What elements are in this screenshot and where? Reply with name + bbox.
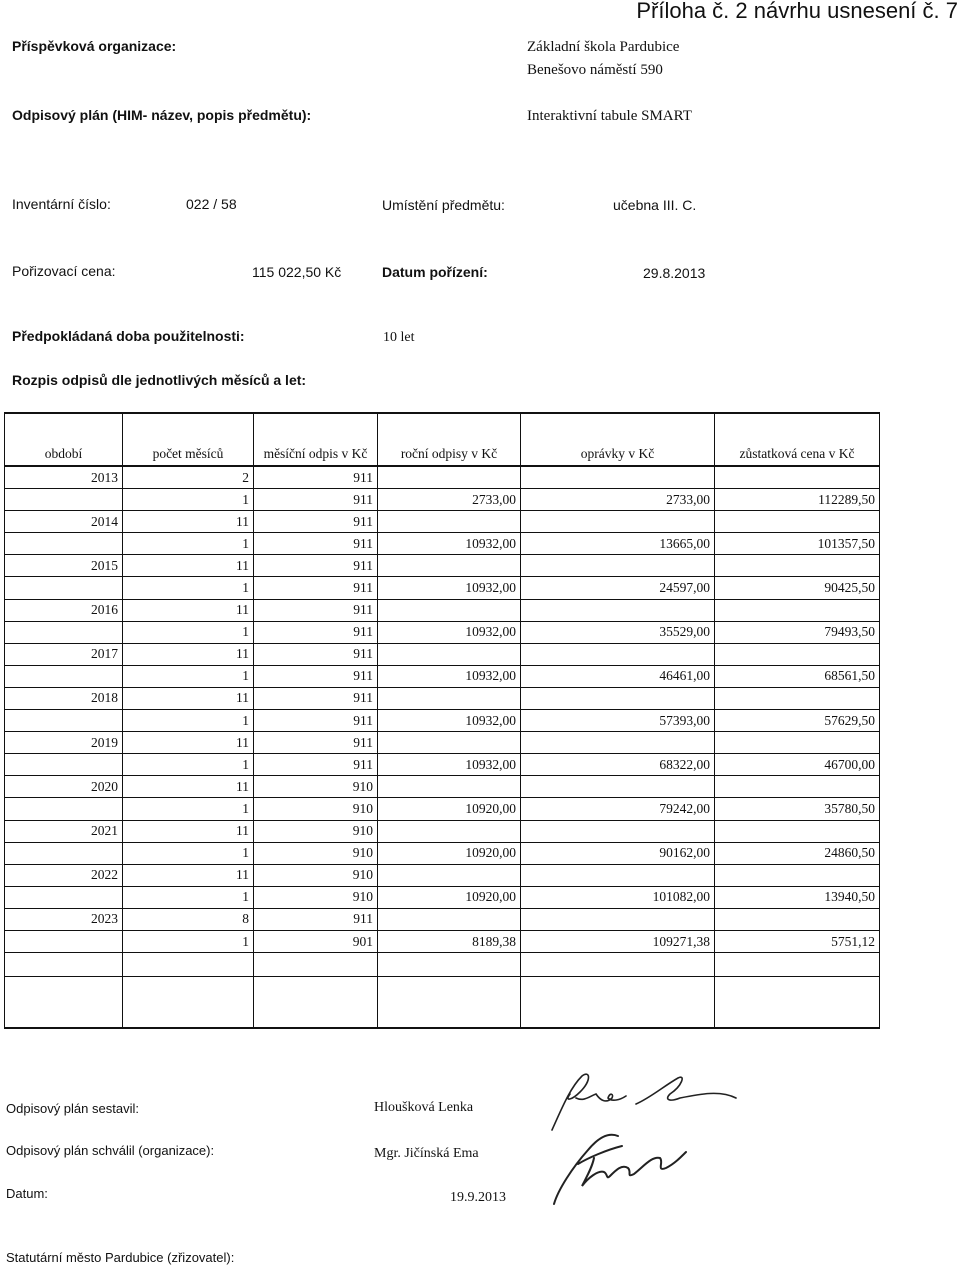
attachment-note: Příloha č. 2 návrhu usnesení č. 7 xyxy=(636,0,958,23)
cell-residual xyxy=(715,864,880,886)
cell-monthly: 911 xyxy=(254,908,378,930)
cell-yearly xyxy=(378,599,521,621)
cell-accumulated xyxy=(521,776,715,798)
cell-yearly xyxy=(378,732,521,754)
plan-label: Odpisový plán (HIM- název, popis předmětu): xyxy=(12,107,312,123)
cell-months: 11 xyxy=(123,820,254,842)
cell-period: 2018 xyxy=(5,687,123,709)
cell-yearly xyxy=(378,908,521,930)
table-row xyxy=(5,643,880,665)
cell-residual xyxy=(715,776,880,798)
founder-label: Statutární město Pardubice (zřizovatel): xyxy=(6,1250,235,1265)
cell-period xyxy=(5,930,123,952)
table-row xyxy=(5,621,880,643)
col-header-period: období xyxy=(5,413,123,466)
table-row xyxy=(5,908,880,930)
cell-accumulated: 2733,00 xyxy=(521,489,715,511)
cell-monthly: 910 xyxy=(254,820,378,842)
cell-monthly: 911 xyxy=(254,489,378,511)
cell-empty xyxy=(254,977,378,1029)
cell-accumulated: 109271,38 xyxy=(521,930,715,952)
date-label: Datum: xyxy=(6,1186,48,1201)
col-header-residual: zůstatková cena v Kč xyxy=(715,413,880,466)
cell-yearly: 2733,00 xyxy=(378,489,521,511)
cell-residual: 24860,50 xyxy=(715,842,880,864)
cell-accumulated: 68322,00 xyxy=(521,754,715,776)
cell-accumulated xyxy=(521,820,715,842)
cell-months: 11 xyxy=(123,687,254,709)
breakdown-title: Rozpis odpisů dle jednotlivých měsíců a let: xyxy=(12,372,307,388)
cell-yearly: 10932,00 xyxy=(378,665,521,687)
table-row xyxy=(5,820,880,842)
cell-accumulated xyxy=(521,599,715,621)
cell-months: 1 xyxy=(123,754,254,776)
table-header-row xyxy=(5,413,880,466)
cell-empty xyxy=(378,977,521,1029)
empty-row xyxy=(5,977,880,1029)
cell-empty xyxy=(123,977,254,1029)
cell-residual: 5751,12 xyxy=(715,930,880,952)
cell-period xyxy=(5,886,123,908)
lifetime-label: Předpokládaná doba použitelnosti: xyxy=(12,328,245,344)
cell-empty xyxy=(5,977,123,1029)
cell-accumulated xyxy=(521,555,715,577)
cell-period xyxy=(5,621,123,643)
table-row xyxy=(5,665,880,687)
cell-empty xyxy=(521,977,715,1029)
cell-months: 8 xyxy=(123,908,254,930)
table-row xyxy=(5,732,880,754)
cell-accumulated: 13665,00 xyxy=(521,533,715,555)
cell-monthly: 911 xyxy=(254,599,378,621)
prepared-by: Hloušková Lenka xyxy=(374,1100,474,1115)
table-row xyxy=(5,555,880,577)
cell-empty xyxy=(254,953,378,977)
organization-name: Základní škola Pardubice xyxy=(527,39,680,55)
cell-residual: 68561,50 xyxy=(715,665,880,687)
cell-yearly: 10932,00 xyxy=(378,754,521,776)
cell-residual xyxy=(715,908,880,930)
cell-accumulated xyxy=(521,643,715,665)
cell-residual: 112289,50 xyxy=(715,489,880,511)
cell-period xyxy=(5,710,123,732)
table-row xyxy=(5,930,880,952)
prepared-label: Odpisový plán sestavil: xyxy=(6,1101,139,1116)
table-row xyxy=(5,886,880,908)
cell-residual: 46700,00 xyxy=(715,754,880,776)
cell-period xyxy=(5,533,123,555)
cell-months: 1 xyxy=(123,930,254,952)
cell-accumulated: 57393,00 xyxy=(521,710,715,732)
cell-monthly: 911 xyxy=(254,621,378,643)
cell-residual: 13940,50 xyxy=(715,886,880,908)
cell-accumulated: 101082,00 xyxy=(521,886,715,908)
cell-monthly: 911 xyxy=(254,643,378,665)
cell-residual xyxy=(715,687,880,709)
inventory-label: Inventární číslo: xyxy=(12,196,111,212)
cell-period xyxy=(5,665,123,687)
plan-value: Interaktivní tabule SMART xyxy=(527,108,692,124)
cell-monthly: 911 xyxy=(254,466,378,489)
cell-months: 11 xyxy=(123,599,254,621)
cell-period: 2020 xyxy=(5,776,123,798)
table-row xyxy=(5,577,880,599)
approved-by: Mgr. Jičínská Ema xyxy=(374,1146,479,1161)
table-row xyxy=(5,489,880,511)
cell-months: 1 xyxy=(123,886,254,908)
cell-monthly: 911 xyxy=(254,555,378,577)
price-label: Pořizovací cena: xyxy=(12,263,116,279)
inventory-value: 022 / 58 xyxy=(186,196,237,212)
cell-period: 2017 xyxy=(5,643,123,665)
cell-yearly: 10932,00 xyxy=(378,621,521,643)
acquired-value: 29.8.2013 xyxy=(643,265,706,281)
cell-yearly: 10920,00 xyxy=(378,798,521,820)
organization-address: Benešovo náměstí 590 xyxy=(527,62,663,78)
cell-accumulated: 35529,00 xyxy=(521,621,715,643)
table-row xyxy=(5,842,880,864)
cell-period: 2019 xyxy=(5,732,123,754)
cell-yearly: 10932,00 xyxy=(378,710,521,732)
signature-approver xyxy=(548,1128,708,1210)
cell-accumulated xyxy=(521,732,715,754)
cell-yearly xyxy=(378,555,521,577)
cell-yearly xyxy=(378,687,521,709)
depreciation-table xyxy=(4,412,880,1029)
cell-accumulated: 46461,00 xyxy=(521,665,715,687)
cell-yearly: 10932,00 xyxy=(378,577,521,599)
cell-monthly: 911 xyxy=(254,754,378,776)
cell-months: 1 xyxy=(123,621,254,643)
organization-label: Příspěvková organizace: xyxy=(12,38,177,54)
cell-period: 2023 xyxy=(5,908,123,930)
col-header-accumulated: oprávky v Kč xyxy=(521,413,715,466)
cell-period: 2013 xyxy=(5,466,123,489)
cell-period xyxy=(5,798,123,820)
table-row xyxy=(5,864,880,886)
cell-yearly: 10920,00 xyxy=(378,842,521,864)
cell-monthly: 911 xyxy=(254,533,378,555)
empty-row xyxy=(5,953,880,977)
cell-residual xyxy=(715,820,880,842)
cell-accumulated xyxy=(521,687,715,709)
cell-empty xyxy=(378,953,521,977)
cell-monthly: 910 xyxy=(254,864,378,886)
table-row xyxy=(5,533,880,555)
table-row xyxy=(5,511,880,533)
cell-yearly xyxy=(378,864,521,886)
cell-period: 2021 xyxy=(5,820,123,842)
cell-empty xyxy=(521,953,715,977)
cell-accumulated: 24597,00 xyxy=(521,577,715,599)
cell-yearly xyxy=(378,820,521,842)
cell-accumulated: 90162,00 xyxy=(521,842,715,864)
cell-monthly: 911 xyxy=(254,665,378,687)
cell-yearly: 10920,00 xyxy=(378,886,521,908)
cell-empty xyxy=(715,953,880,977)
approved-label: Odpisový plán schválil (organizace): xyxy=(6,1143,215,1158)
cell-monthly: 911 xyxy=(254,511,378,533)
cell-empty xyxy=(5,953,123,977)
cell-months: 2 xyxy=(123,466,254,489)
cell-yearly: 8189,38 xyxy=(378,930,521,952)
lifetime-value: 10 let xyxy=(383,330,415,345)
table-row xyxy=(5,798,880,820)
cell-residual xyxy=(715,643,880,665)
cell-empty xyxy=(123,953,254,977)
cell-period xyxy=(5,489,123,511)
cell-months: 11 xyxy=(123,643,254,665)
cell-months: 11 xyxy=(123,732,254,754)
cell-months: 1 xyxy=(123,842,254,864)
cell-months: 11 xyxy=(123,555,254,577)
cell-monthly: 910 xyxy=(254,798,378,820)
cell-residual xyxy=(715,599,880,621)
cell-period xyxy=(5,842,123,864)
cell-period xyxy=(5,754,123,776)
cell-months: 1 xyxy=(123,798,254,820)
cell-months: 1 xyxy=(123,665,254,687)
acquired-label: Datum pořízení: xyxy=(382,264,488,280)
cell-empty xyxy=(715,977,880,1029)
cell-monthly: 910 xyxy=(254,886,378,908)
cell-residual: 57629,50 xyxy=(715,710,880,732)
cell-residual xyxy=(715,555,880,577)
price-value: 115 022,50 Kč xyxy=(252,264,342,280)
location-value: učebna III. C. xyxy=(613,197,697,213)
cell-yearly: 10932,00 xyxy=(378,533,521,555)
cell-period: 2015 xyxy=(5,555,123,577)
cell-accumulated xyxy=(521,466,715,489)
cell-residual: 90425,50 xyxy=(715,577,880,599)
cell-monthly: 911 xyxy=(254,732,378,754)
cell-residual xyxy=(715,511,880,533)
cell-yearly xyxy=(378,643,521,665)
cell-accumulated xyxy=(521,511,715,533)
table-row xyxy=(5,466,880,489)
cell-monthly: 910 xyxy=(254,776,378,798)
cell-residual: 79493,50 xyxy=(715,621,880,643)
cell-residual xyxy=(715,466,880,489)
cell-months: 11 xyxy=(123,511,254,533)
cell-yearly xyxy=(378,466,521,489)
table-row xyxy=(5,687,880,709)
table-row xyxy=(5,754,880,776)
cell-residual xyxy=(715,732,880,754)
cell-monthly: 910 xyxy=(254,842,378,864)
cell-period: 2022 xyxy=(5,864,123,886)
date-value: 19.9.2013 xyxy=(450,1190,506,1205)
cell-months: 11 xyxy=(123,864,254,886)
table-row xyxy=(5,710,880,732)
cell-monthly: 911 xyxy=(254,577,378,599)
table-row xyxy=(5,776,880,798)
cell-accumulated xyxy=(521,864,715,886)
cell-residual: 35780,50 xyxy=(715,798,880,820)
cell-period xyxy=(5,577,123,599)
cell-period: 2014 xyxy=(5,511,123,533)
cell-residual: 101357,50 xyxy=(715,533,880,555)
cell-yearly xyxy=(378,776,521,798)
cell-months: 1 xyxy=(123,577,254,599)
cell-months: 1 xyxy=(123,489,254,511)
cell-accumulated xyxy=(521,908,715,930)
col-header-months: počet měsíců xyxy=(123,413,254,466)
cell-monthly: 911 xyxy=(254,687,378,709)
table-row xyxy=(5,599,880,621)
col-header-monthly: měsíční odpis v Kč xyxy=(254,413,378,466)
cell-months: 11 xyxy=(123,776,254,798)
cell-yearly xyxy=(378,511,521,533)
location-label: Umístění předmětu: xyxy=(382,197,505,213)
col-header-yearly: roční odpisy v Kč xyxy=(378,413,521,466)
cell-accumulated: 79242,00 xyxy=(521,798,715,820)
cell-period: 2016 xyxy=(5,599,123,621)
cell-monthly: 911 xyxy=(254,710,378,732)
cell-monthly: 901 xyxy=(254,930,378,952)
cell-months: 1 xyxy=(123,710,254,732)
cell-months: 1 xyxy=(123,533,254,555)
